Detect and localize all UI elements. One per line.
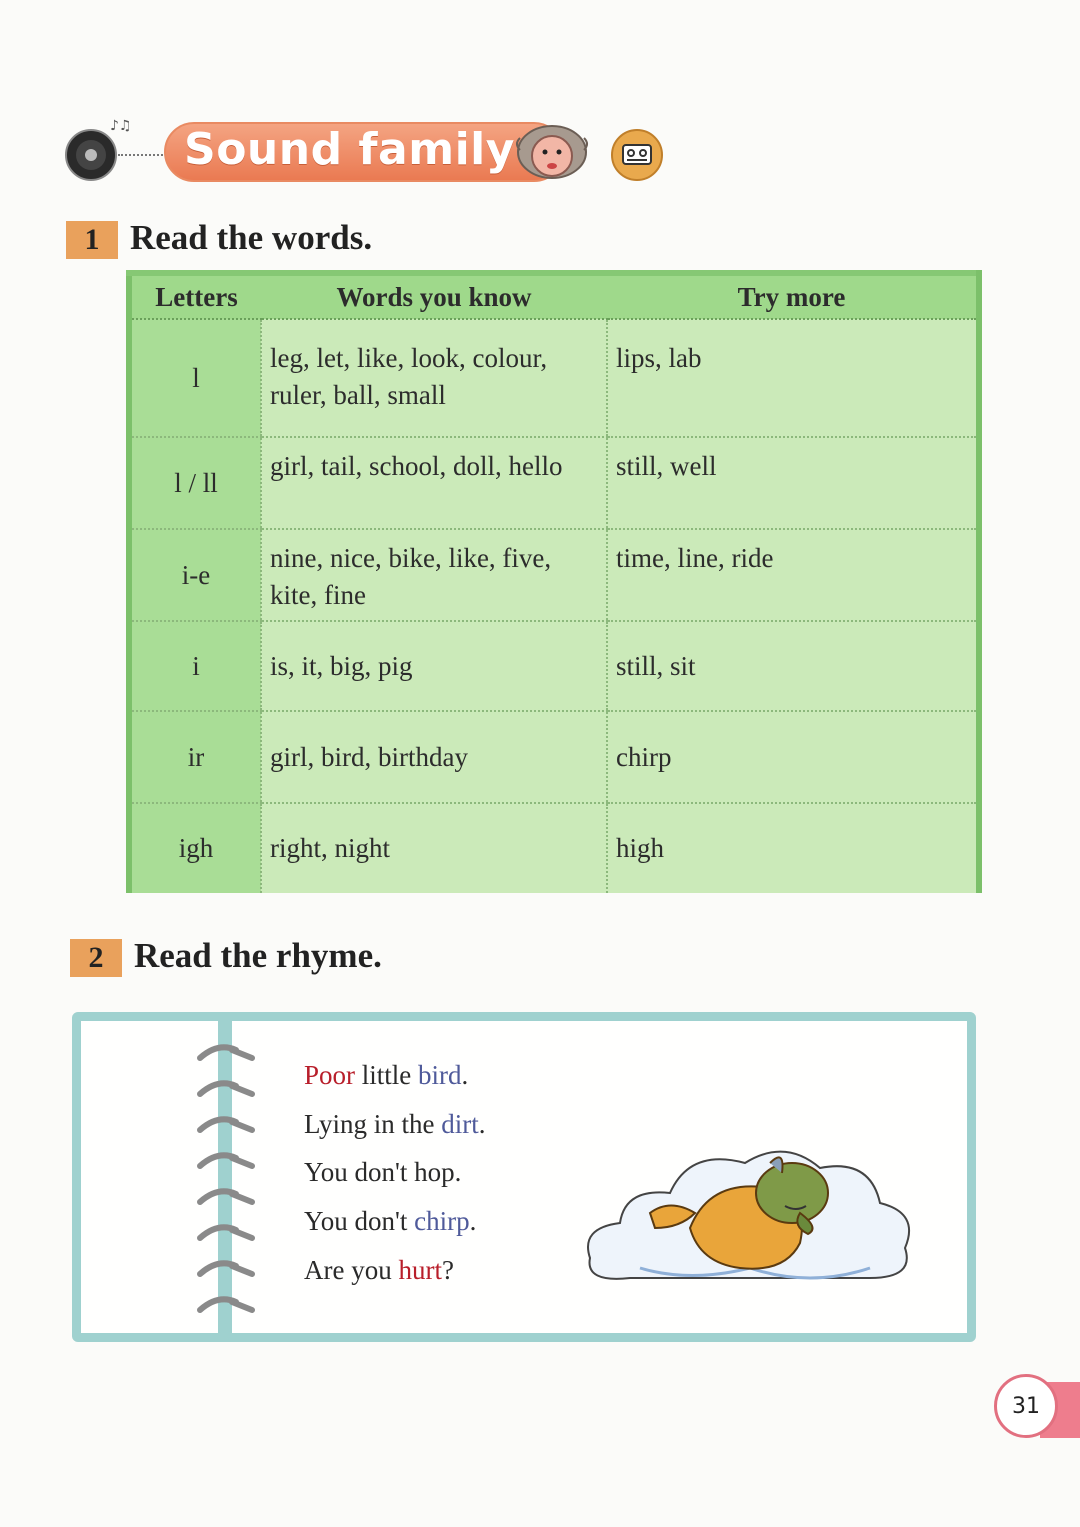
- words-table: [126, 270, 982, 893]
- page-number: 31: [994, 1374, 1058, 1438]
- more-words-cell: high: [607, 803, 979, 893]
- letter-cell: ir: [129, 711, 261, 803]
- letter-cell: l: [129, 319, 261, 437]
- rhyme-text: .: [478, 1109, 486, 1139]
- known-words-cell: right, night: [261, 803, 607, 893]
- letter-cell: i: [129, 621, 261, 711]
- more-words-cell: still, sit: [607, 621, 979, 711]
- rhyme-text: Are you: [304, 1255, 399, 1285]
- rhyme-text: Lying in the: [304, 1109, 442, 1139]
- rhyme-word: Poor: [304, 1060, 356, 1090]
- rhyme-text: You don't hop.: [304, 1157, 462, 1187]
- known-words-cell: is, it, big, pig: [261, 621, 607, 711]
- letter-cell: igh: [129, 803, 261, 893]
- rhyme-word: chirp: [414, 1206, 470, 1236]
- known-words-cell: girl, bird, birthday: [261, 711, 607, 803]
- rhyme-text: You don't: [304, 1206, 415, 1236]
- more-words-cell: chirp: [607, 711, 979, 803]
- header-try-more: Try more: [607, 273, 979, 319]
- more-words-cell: still, well: [607, 437, 979, 529]
- music-notes-icon: ♪♫: [110, 118, 132, 134]
- rhyme-line-4: [304, 1206, 476, 1237]
- more-words-cell: time, line, ride: [607, 529, 979, 621]
- notebook-rings-icon: [186, 1036, 266, 1336]
- page-title: Sound family: [184, 124, 515, 175]
- rhyme-text: .: [461, 1060, 469, 1090]
- table-row: [129, 621, 979, 711]
- rhyme-word: dirt: [441, 1109, 479, 1139]
- rhyme-word: hurt: [398, 1255, 442, 1285]
- table-row: [129, 529, 979, 621]
- rhyme-text: ?: [441, 1255, 454, 1285]
- header-words-you-know: Words you know: [261, 273, 607, 319]
- letter-cell: l / ll: [129, 437, 261, 529]
- rhyme-line-5: [304, 1255, 454, 1286]
- table-row: [129, 803, 979, 893]
- letter-cell: i-e: [129, 529, 261, 621]
- known-words-cell: leg, let, like, look, colour, ruler, ball, small: [261, 319, 607, 437]
- known-words-cell: girl, tail, school, doll, hello: [261, 437, 607, 529]
- section-1-title: Read the words.: [130, 218, 373, 257]
- cassette-tape-icon[interactable]: [610, 128, 664, 182]
- rhyme-line-2: [304, 1109, 486, 1140]
- more-words-cell: lips, lab: [607, 319, 979, 437]
- girl-face-icon: [510, 120, 594, 184]
- section-2-number: 2: [70, 939, 122, 977]
- cd-disc-icon: [64, 128, 118, 182]
- rhyme-line-1: [304, 1060, 468, 1091]
- bird-on-cloud-icon: [570, 1118, 930, 1298]
- table-row: [129, 319, 979, 437]
- header-letters: Letters: [129, 273, 261, 319]
- rhyme-text: .: [469, 1206, 477, 1236]
- section-2-title: Read the rhyme.: [134, 936, 382, 975]
- section-1-number: 1: [66, 221, 118, 259]
- rhyme-text: little: [355, 1060, 419, 1090]
- rhyme-word: bird: [418, 1060, 462, 1090]
- table-row: [129, 437, 979, 529]
- table-header-row: [129, 273, 979, 319]
- table-row: [129, 711, 979, 803]
- rhyme-line-3: [304, 1157, 461, 1188]
- known-words-cell: nine, nice, bike, like, five, kite, fine: [261, 529, 607, 621]
